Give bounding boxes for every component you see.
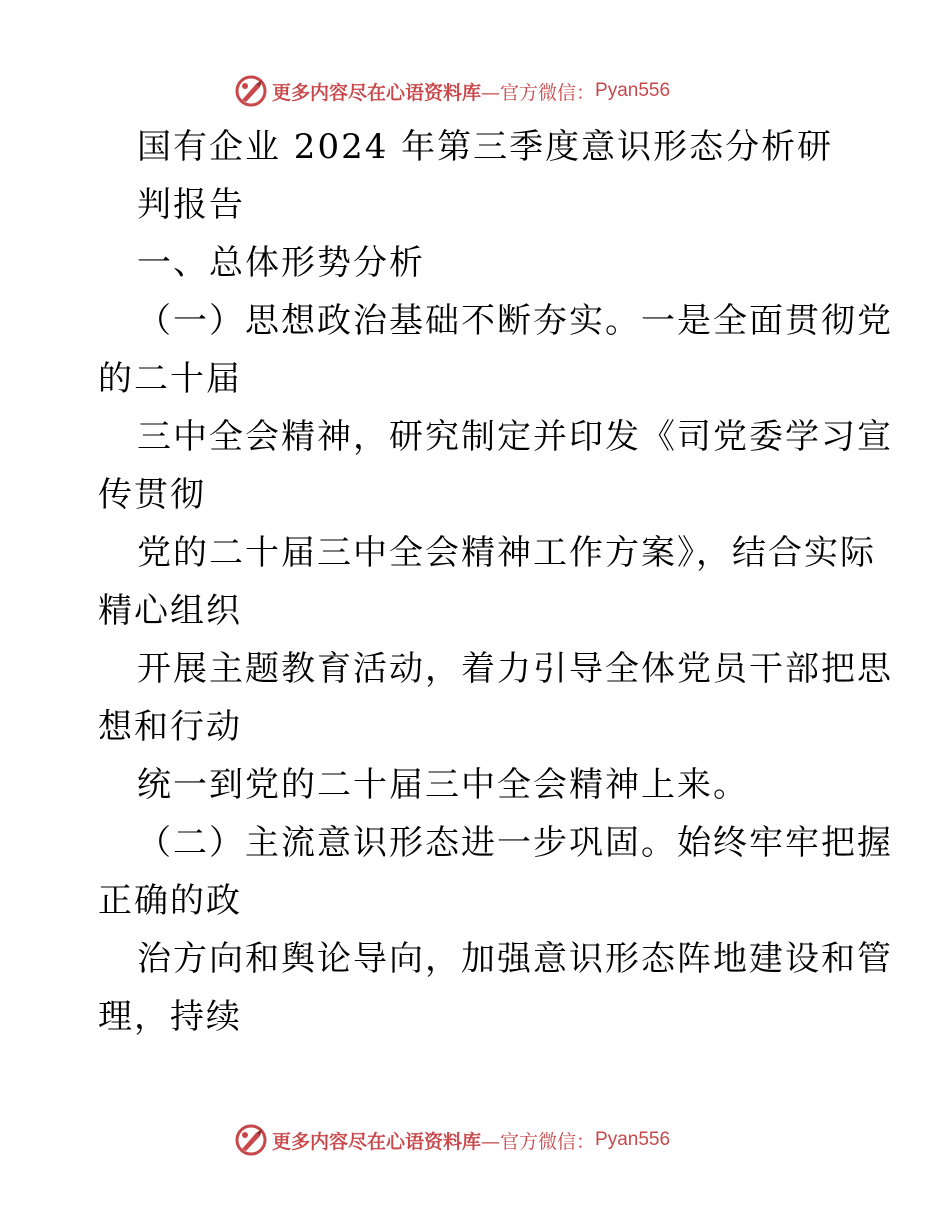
body-line: 精心组织 [98, 591, 242, 631]
body-line: 传贯彻 [98, 475, 206, 515]
body-line: 想和行动 [98, 707, 242, 747]
body-line: （二）主流意识形态进一步巩固。始终牢牢把握 [137, 823, 893, 863]
document-title-line-1: 国有企业 2024 年第三季度意识形态分析研 [137, 127, 834, 167]
body-line: 理，持续 [98, 997, 242, 1037]
section-heading: 一、总体形势分析 [137, 243, 425, 283]
body-line: 开展主题教育活动，着力引导全体党员干部把思 [137, 649, 893, 689]
watermark-text: 更多内容尽在心语资料库 [272, 81, 482, 104]
body-line: 党的二十届三中全会精神工作方案》，结合实际 [137, 533, 876, 573]
body-line: 正确的政 [98, 881, 242, 921]
watermark-text: 更多内容尽在心语资料库 [272, 1130, 482, 1153]
watermark-separator: —官方微信： [481, 1130, 596, 1153]
watermark-account: Pyan556 [595, 1129, 671, 1150]
body-line: 三中全会精神，研究制定并印发《司党委学习宣 [137, 417, 893, 457]
quill-logo-icon [234, 1123, 268, 1157]
body-line: （一）思想政治基础不断夯实。一是全面贯彻党 [137, 301, 893, 341]
body-line: 统一到党的二十届三中全会精神上来。 [137, 765, 749, 805]
watermark-separator: —官方微信： [481, 81, 596, 104]
footer-watermark [234, 1123, 670, 1157]
body-line: 治方向和舆论导向，加强意识形态阵地建设和管 [137, 939, 893, 979]
header-watermark [234, 74, 670, 108]
document-title-line-2: 判报告 [137, 185, 245, 225]
watermark-account: Pyan556 [595, 80, 671, 101]
quill-logo-icon [234, 74, 268, 108]
body-line: 的二十届 [98, 359, 242, 399]
